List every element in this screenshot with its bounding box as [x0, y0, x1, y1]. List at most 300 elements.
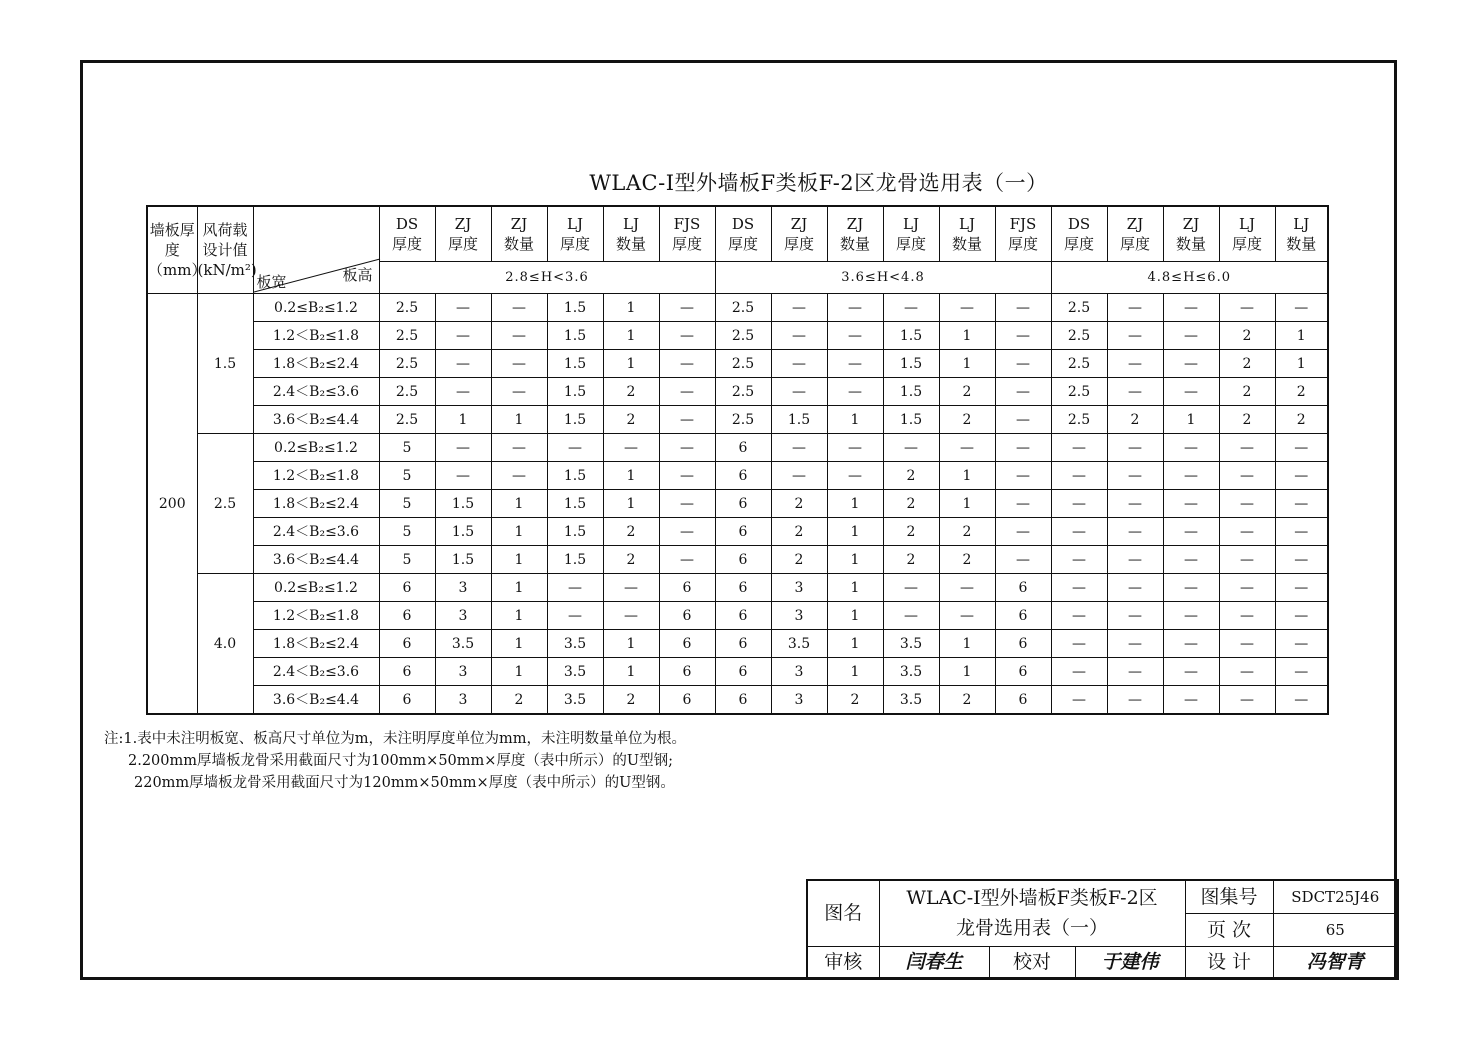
- table-cell: 1: [491, 630, 547, 658]
- table-cell: —: [1275, 518, 1328, 546]
- table-cell: 5: [379, 434, 435, 462]
- table-cell: 2: [939, 686, 995, 715]
- table-cell: —: [995, 434, 1051, 462]
- table-row: [147, 658, 1328, 686]
- drawing-name-line1: WLAC-Ⅰ型外墙板F类板F-2区: [906, 887, 1158, 910]
- table-cell: —: [659, 490, 715, 518]
- table-cell: —: [659, 434, 715, 462]
- header-col-0-1: [435, 206, 491, 262]
- header-col-1-1: [771, 206, 827, 262]
- table-cell: 1.5: [547, 322, 603, 350]
- header-col-code: ZJ: [1126, 215, 1144, 233]
- table-cell: —: [491, 294, 547, 322]
- table-cell: 3: [435, 658, 491, 686]
- table-cell: 6: [379, 574, 435, 602]
- table-cell: —: [1275, 602, 1328, 630]
- wind-load-value: 4.0: [197, 574, 253, 715]
- header-col-code: LJ: [567, 215, 583, 233]
- table-cell: —: [1107, 294, 1163, 322]
- header-col-1-4: [939, 206, 995, 262]
- table-cell: —: [547, 574, 603, 602]
- header-col-measure: 厚度: [1063, 235, 1094, 253]
- table-row: [147, 518, 1328, 546]
- table-row: [147, 350, 1328, 378]
- board-width-range: 0.2≤B₂≤1.2: [253, 574, 379, 602]
- table-cell: —: [435, 350, 491, 378]
- table-cell: —: [883, 602, 939, 630]
- table-cell: —: [435, 294, 491, 322]
- table-cell: 2: [1219, 350, 1275, 378]
- table-cell: 1: [827, 406, 883, 434]
- table-cell: —: [827, 462, 883, 490]
- header-col-code: ZJ: [510, 215, 528, 233]
- table-cell: 1: [491, 406, 547, 434]
- header-col-2-1: [1107, 206, 1163, 262]
- table-cell: 1: [827, 602, 883, 630]
- header-col-code: ZJ: [454, 215, 472, 233]
- header-diagonal: [253, 206, 379, 294]
- table-cell: —: [491, 462, 547, 490]
- header-col-1-0: [715, 206, 771, 262]
- table-cell: 1.5: [547, 518, 603, 546]
- table-cell: 6: [995, 630, 1051, 658]
- table-cell: 6: [715, 518, 771, 546]
- table-cell: —: [1219, 686, 1275, 715]
- table-cell: —: [1051, 630, 1107, 658]
- header-col-code: DS: [731, 215, 755, 233]
- board-width-range: 2.4＜B₂≤3.6: [253, 378, 379, 406]
- table-cell: 6: [995, 602, 1051, 630]
- table-cell: —: [1107, 546, 1163, 574]
- table-cell: —: [995, 518, 1051, 546]
- table-cell: —: [883, 434, 939, 462]
- table-cell: 2: [603, 686, 659, 715]
- table-cell: 6: [379, 630, 435, 658]
- table-cell: —: [1107, 630, 1163, 658]
- header-col-1-2: [827, 206, 883, 262]
- table-cell: —: [1051, 658, 1107, 686]
- table-cell: 1: [491, 518, 547, 546]
- header-col-measure: 数量: [1175, 235, 1206, 253]
- table-cell: 2.5: [715, 322, 771, 350]
- table-cell: 3.5: [547, 630, 603, 658]
- checker-signature: 于建伟: [1075, 946, 1185, 979]
- table-cell: —: [659, 378, 715, 406]
- header-col-measure: 厚度: [1119, 235, 1150, 253]
- table-cell: 2: [1275, 406, 1328, 434]
- board-width-range: 2.4＜B₂≤3.6: [253, 518, 379, 546]
- table-cell: —: [1163, 658, 1219, 686]
- table-cell: 2.5: [1051, 350, 1107, 378]
- table-cell: —: [659, 322, 715, 350]
- table-cell: —: [1275, 686, 1328, 715]
- table-cell: 2: [771, 546, 827, 574]
- height-range-2: 4.8≤H≤6.0: [1051, 262, 1328, 294]
- table-cell: 2: [771, 490, 827, 518]
- table-cell: 2: [883, 546, 939, 574]
- table-cell: —: [1163, 350, 1219, 378]
- board-width-range: 1.2＜B₂≤1.8: [253, 602, 379, 630]
- table-cell: —: [1219, 434, 1275, 462]
- table-cell: 1: [603, 462, 659, 490]
- table-cell: —: [1107, 378, 1163, 406]
- header-col-2-4: [1275, 206, 1328, 262]
- table-cell: —: [827, 322, 883, 350]
- header-col-code: ZJ: [790, 215, 808, 233]
- board-width-range: 1.2＜B₂≤1.8: [253, 462, 379, 490]
- header-col-measure: 厚度: [447, 235, 478, 253]
- table-cell: 6: [659, 658, 715, 686]
- header-col-measure: 数量: [1286, 235, 1317, 253]
- header-col-code: ZJ: [1182, 215, 1200, 233]
- table-cell: —: [1051, 490, 1107, 518]
- table-cell: 2.5: [1051, 294, 1107, 322]
- table-cell: 2.5: [715, 350, 771, 378]
- table-cell: 1: [603, 294, 659, 322]
- table-cell: —: [1219, 490, 1275, 518]
- board-width-range: 0.2≤B₂≤1.2: [253, 294, 379, 322]
- table-cell: —: [995, 294, 1051, 322]
- table-cell: 1: [939, 490, 995, 518]
- table-cell: 1: [939, 462, 995, 490]
- table-cell: —: [995, 546, 1051, 574]
- table-cell: 2: [603, 406, 659, 434]
- table-cell: 1: [435, 406, 491, 434]
- wall-thickness-value: 200: [147, 294, 197, 715]
- table-cell: —: [1107, 490, 1163, 518]
- table-cell: —: [1163, 462, 1219, 490]
- reviewer-signature: 闫春生: [879, 946, 989, 979]
- table-cell: 1.5: [547, 490, 603, 518]
- table-cell: 2.5: [379, 350, 435, 378]
- table-row: [147, 294, 1328, 322]
- header-col-code: DS: [395, 215, 419, 233]
- table-cell: —: [771, 350, 827, 378]
- table-cell: —: [1163, 574, 1219, 602]
- table-cell: —: [603, 574, 659, 602]
- table-cell: 1: [603, 490, 659, 518]
- table-cell: —: [1163, 378, 1219, 406]
- table-cell: —: [1275, 434, 1328, 462]
- table-cell: 2: [771, 518, 827, 546]
- table-cell: —: [1275, 462, 1328, 490]
- header-col-0-0: [379, 206, 435, 262]
- table-cell: —: [435, 378, 491, 406]
- table-cell: 1.5: [771, 406, 827, 434]
- table-cell: 2.5: [379, 406, 435, 434]
- table-cell: —: [1219, 462, 1275, 490]
- table-cell: —: [1219, 546, 1275, 574]
- header-col-2-0: [1051, 206, 1107, 262]
- table-cell: —: [995, 406, 1051, 434]
- header-col-1-5: [995, 206, 1051, 262]
- table-cell: 2: [603, 518, 659, 546]
- header-col-2-2: [1163, 206, 1219, 262]
- table-row: [147, 630, 1328, 658]
- table-cell: —: [1107, 434, 1163, 462]
- label-board-height: 板高: [342, 266, 373, 284]
- table-cell: 3: [435, 686, 491, 715]
- table-cell: —: [827, 294, 883, 322]
- board-width-range: 2.4＜B₂≤3.6: [253, 658, 379, 686]
- table-cell: —: [995, 350, 1051, 378]
- table-cell: 1: [603, 630, 659, 658]
- table-cell: —: [435, 462, 491, 490]
- table-cell: —: [1107, 658, 1163, 686]
- table-cell: 1.5: [547, 546, 603, 574]
- table-cell: —: [995, 378, 1051, 406]
- table-cell: 3: [435, 602, 491, 630]
- table-cell: —: [1051, 462, 1107, 490]
- table-cell: —: [659, 518, 715, 546]
- table-row: [147, 378, 1328, 406]
- header-col-0-5: [659, 206, 715, 262]
- table-cell: —: [1163, 630, 1219, 658]
- table-cell: —: [883, 294, 939, 322]
- table-cell: 1: [491, 490, 547, 518]
- table-cell: —: [659, 294, 715, 322]
- header-col-0-2: [491, 206, 547, 262]
- header-col-2-3: [1219, 206, 1275, 262]
- header-col-code: FJS: [1009, 215, 1037, 233]
- table-cell: 1.5: [547, 350, 603, 378]
- table-cell: —: [1219, 630, 1275, 658]
- table-cell: 1.5: [883, 322, 939, 350]
- table-cell: 1: [603, 350, 659, 378]
- table-cell: 5: [379, 462, 435, 490]
- table-cell: 1.5: [547, 406, 603, 434]
- table-cell: 2: [939, 546, 995, 574]
- table-cell: 6: [659, 630, 715, 658]
- notes: [104, 728, 686, 794]
- table-cell: 1: [827, 546, 883, 574]
- header-col-code: LJ: [1239, 215, 1255, 233]
- table-cell: —: [1107, 686, 1163, 715]
- table-cell: —: [435, 434, 491, 462]
- atlas-no: SDCT25J46: [1273, 880, 1398, 913]
- table-cell: 1: [939, 322, 995, 350]
- table-cell: —: [1163, 518, 1219, 546]
- wind-load-value: 1.5: [197, 294, 253, 434]
- table-cell: —: [771, 434, 827, 462]
- table-cell: —: [771, 294, 827, 322]
- table-cell: 1: [491, 546, 547, 574]
- drawing-name: [879, 880, 1185, 946]
- diagonal-cell: [254, 207, 379, 293]
- header-col-measure: 数量: [839, 235, 870, 253]
- table-cell: 2: [1275, 378, 1328, 406]
- height-range-0: 2.8≤H<3.6: [379, 262, 715, 294]
- table-row: [147, 406, 1328, 434]
- table-cell: —: [435, 322, 491, 350]
- table-row: [147, 574, 1328, 602]
- label-design: 设 计: [1185, 946, 1273, 979]
- table-cell: 1.5: [547, 294, 603, 322]
- table-cell: 6: [715, 462, 771, 490]
- table-cell: 3.5: [883, 686, 939, 715]
- page-no: 65: [1273, 913, 1398, 946]
- table-cell: 6: [715, 434, 771, 462]
- header-col-code: DS: [1067, 215, 1091, 233]
- table-cell: 1.5: [883, 350, 939, 378]
- table-cell: 3.5: [883, 630, 939, 658]
- table-cell: —: [1107, 350, 1163, 378]
- table-cell: —: [939, 602, 995, 630]
- table-cell: —: [1275, 294, 1328, 322]
- table-cell: 6: [659, 602, 715, 630]
- table-cell: —: [1275, 630, 1328, 658]
- table-cell: 2: [939, 406, 995, 434]
- table-cell: —: [1219, 602, 1275, 630]
- table-cell: —: [1051, 574, 1107, 602]
- table-cell: —: [1107, 462, 1163, 490]
- board-width-range: 0.2≤B₂≤1.2: [253, 434, 379, 462]
- table-cell: —: [771, 462, 827, 490]
- table-cell: 2.5: [1051, 406, 1107, 434]
- table-cell: 1: [827, 574, 883, 602]
- header-col-measure: 数量: [503, 235, 534, 253]
- table-row: [147, 686, 1328, 715]
- table-cell: 2: [1219, 406, 1275, 434]
- header-col-code: ZJ: [846, 215, 864, 233]
- board-width-range: 3.6＜B₂≤4.4: [253, 686, 379, 715]
- table-cell: 1: [939, 630, 995, 658]
- table-cell: —: [1219, 574, 1275, 602]
- table-cell: 2: [491, 686, 547, 715]
- table-cell: 1: [939, 658, 995, 686]
- table-cell: —: [1163, 322, 1219, 350]
- table-row: [147, 322, 1328, 350]
- table-cell: 2: [883, 462, 939, 490]
- table-cell: 1: [1275, 322, 1328, 350]
- table-row: [147, 462, 1328, 490]
- table-cell: —: [995, 322, 1051, 350]
- label-review: 审核: [807, 946, 879, 979]
- table-row: [147, 602, 1328, 630]
- table-cell: 6: [379, 602, 435, 630]
- board-width-range: 3.6＜B₂≤4.4: [253, 546, 379, 574]
- table-cell: 2.5: [379, 294, 435, 322]
- board-width-range: 1.2＜B₂≤1.8: [253, 322, 379, 350]
- table-cell: 6: [715, 574, 771, 602]
- table-cell: 1.5: [883, 406, 939, 434]
- table-cell: 6: [995, 686, 1051, 715]
- table-cell: 3: [771, 686, 827, 715]
- label-drawing-name: 图名: [807, 880, 879, 946]
- table-cell: —: [659, 350, 715, 378]
- designer-signature: 冯智青: [1273, 946, 1398, 979]
- note-2: 2.200mm厚墙板龙骨采用截面尺寸为100mm×50mm×厚度（表中所示）的U型钢;: [128, 753, 674, 769]
- board-width-range: 1.8＜B₂≤2.4: [253, 490, 379, 518]
- table-cell: 2: [939, 378, 995, 406]
- table-cell: —: [995, 490, 1051, 518]
- table-cell: —: [1107, 518, 1163, 546]
- table-cell: —: [491, 350, 547, 378]
- table-cell: —: [827, 434, 883, 462]
- header-col-code: LJ: [959, 215, 975, 233]
- table-cell: —: [491, 378, 547, 406]
- table-cell: 1: [827, 630, 883, 658]
- label-board-width: 板宽: [256, 273, 287, 291]
- header-col-measure: 数量: [951, 235, 982, 253]
- table-cell: 2: [939, 518, 995, 546]
- table-cell: 1: [491, 602, 547, 630]
- table-cell: 6: [715, 630, 771, 658]
- table-cell: 3.5: [435, 630, 491, 658]
- table-cell: —: [827, 350, 883, 378]
- table-title: WLAC-Ⅰ型外墙板F类板F-2区龙骨选用表（一）: [589, 171, 1048, 195]
- header-col-measure: 厚度: [559, 235, 590, 253]
- header-col-code: FJS: [673, 215, 701, 233]
- table-cell: 6: [995, 574, 1051, 602]
- table-cell: —: [1051, 686, 1107, 715]
- table-cell: —: [1107, 574, 1163, 602]
- table-cell: —: [995, 462, 1051, 490]
- table-cell: 2: [603, 546, 659, 574]
- drawing-name-line2: 龙骨选用表（一）: [956, 917, 1109, 940]
- header-col-code: LJ: [1293, 215, 1310, 233]
- header-col-1-3: [883, 206, 939, 262]
- board-width-range: 1.8＜B₂≤2.4: [253, 350, 379, 378]
- table-cell: —: [827, 378, 883, 406]
- table-cell: —: [659, 462, 715, 490]
- table-cell: 6: [715, 546, 771, 574]
- table-cell: 6: [379, 658, 435, 686]
- table-cell: —: [1107, 602, 1163, 630]
- table-cell: 2: [883, 518, 939, 546]
- table-cell: 1: [939, 350, 995, 378]
- table-cell: —: [1051, 546, 1107, 574]
- label-check: 校对: [989, 946, 1075, 979]
- table-cell: —: [603, 434, 659, 462]
- table-cell: 1: [1163, 406, 1219, 434]
- table-cell: —: [883, 574, 939, 602]
- header-col-measure: 厚度: [895, 235, 926, 253]
- table-cell: 6: [715, 602, 771, 630]
- table-cell: —: [1051, 518, 1107, 546]
- table-cell: 2: [603, 378, 659, 406]
- table-cell: 6: [715, 686, 771, 715]
- header-col-measure: 厚度: [783, 235, 814, 253]
- table-cell: 2.5: [715, 294, 771, 322]
- table-cell: 1: [603, 322, 659, 350]
- header-wall-thickness: 墙板厚度（mm）: [147, 206, 197, 294]
- header-col-measure: 数量: [615, 235, 646, 253]
- table-cell: —: [1051, 434, 1107, 462]
- table-cell: 1: [603, 658, 659, 686]
- table-cell: 2.5: [715, 406, 771, 434]
- header-col-measure: 厚度: [671, 235, 702, 253]
- table-cell: 1: [491, 658, 547, 686]
- header-col-code: LJ: [903, 215, 919, 233]
- table-cell: 3: [771, 658, 827, 686]
- table-cell: 1: [827, 490, 883, 518]
- header-col-measure: 厚度: [1231, 235, 1262, 253]
- table-cell: —: [1163, 294, 1219, 322]
- header-col-measure: 厚度: [727, 235, 758, 253]
- table-cell: 2: [1107, 406, 1163, 434]
- table-cell: 2: [1219, 322, 1275, 350]
- table-cell: —: [939, 434, 995, 462]
- header-col-0-3: [547, 206, 603, 262]
- table-cell: —: [771, 322, 827, 350]
- table-cell: 3.5: [883, 658, 939, 686]
- table-cell: —: [491, 322, 547, 350]
- table-cell: 2.5: [715, 378, 771, 406]
- table-cell: 2: [883, 490, 939, 518]
- table-cell: —: [1163, 686, 1219, 715]
- table-cell: 6: [715, 490, 771, 518]
